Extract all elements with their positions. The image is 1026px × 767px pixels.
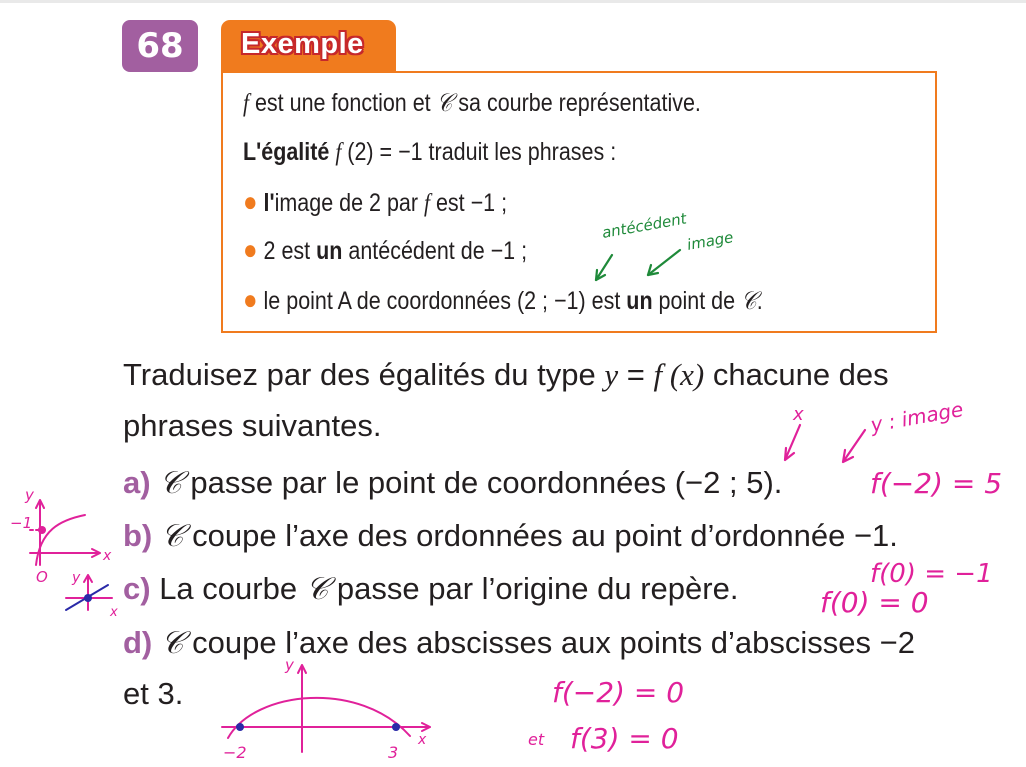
sketch-d-point-right [392,723,400,731]
bold-text: un [316,237,343,265]
text: (2) = −1 traduit les phrases : [341,138,617,166]
text: coupe l’axe des abscisses aux points d’abscisses −2 [183,625,915,660]
sketch-d-y-axis [298,665,306,752]
example-tab-label: Exemple [241,28,364,60]
text: et 3. [123,676,184,711]
question-c-label: c) [123,571,151,606]
arrow-y [843,430,865,462]
answer-d-et: et [528,730,545,749]
text: sa courbe représentative. [452,89,701,117]
text: 2 est [263,237,317,265]
text: antécédent de −1 ; [342,237,528,265]
sketch-b-minus1: −1 [10,514,33,532]
sketch-b-origin: O [36,568,48,586]
sketch-d [222,656,430,762]
curve-symbol: 𝒞 [159,465,182,501]
sketch-b [10,486,112,586]
curve-symbol: 𝒞 [305,571,329,607]
sketch-b-point [38,526,46,534]
sketch-b-x-label: x [103,548,112,564]
text: le point A de coordonnées (2 ; −1) est [263,287,627,315]
text: coupe l’axe des ordonnées au point d’ordonnée −1. [183,518,898,553]
sketch-d-x-label: x [418,732,427,748]
text: passe par le point de coordonnées (−2 ; 5). [181,465,783,500]
text: point de [652,287,742,315]
bold-text: l' [263,189,275,217]
bullet-dot: ● [243,186,258,217]
x-symbol: (x) [662,357,705,392]
question-d-label: d) [123,625,153,660]
f-symbol: f [335,139,342,166]
sketch-b-y-label: y [25,486,34,504]
text: phrases suivantes. [123,408,382,443]
sketch-d-point-left [236,723,244,731]
f-symbol: f [243,90,249,117]
text: est une fonction et [248,89,437,117]
answer-b: f(0) = −1 [870,559,993,589]
sketch-d-y-label: y [285,656,294,674]
bold-text: L'égalité [243,138,336,166]
text: chacune des [704,357,889,392]
curve-symbol: 𝒞 [160,625,184,661]
text: . [756,287,763,315]
sketch-c-y-label: y [72,570,81,586]
bold-text: un [626,287,653,315]
green-annotation-arrows [596,250,680,280]
curve-symbol: 𝒞 [160,518,184,554]
answer-a: f(−2) = 5 [870,467,1003,500]
annotation-image: image [685,228,735,254]
bullet-dot: ● [243,284,258,315]
sketch-c-y-axis [84,575,92,610]
text: = [618,357,654,392]
text: est −1 ; [429,189,508,217]
text: Traduisez par des égalités du type [123,357,605,392]
f-symbol: f [424,190,430,217]
text: image de 2 par [274,189,425,217]
bullet-dot: ● [243,234,258,265]
sketch-d-minus2: −2 [223,743,247,762]
f-symbol: f [653,357,663,392]
curve-symbol: 𝒞 [741,286,757,315]
answer-d1: f(−2) = 0 [552,676,685,709]
question-a-label: a) [123,465,151,500]
arrow-image [648,250,680,275]
text: La courbe [150,571,306,606]
annotation-x: x [793,404,804,425]
sketch-c-x-label: x [110,605,118,620]
y-symbol: y [604,357,619,392]
sketch-d-curve [228,698,410,738]
text: passe par l’origine du repère. [328,571,739,606]
question-b-label: b) [123,518,153,553]
sketch-d-3: 3 [388,743,399,762]
answer-c: f(0) = 0 [820,586,929,619]
answer-d2: f(3) = 0 [570,722,679,755]
sketch-b-curve [36,515,85,565]
magenta-annotation-arrows [785,425,865,462]
sketch-c-point [84,594,92,602]
annotation-y-image: y : image [868,397,966,437]
curve-symbol: 𝒞 [436,88,453,117]
sketch-c [66,570,118,620]
arrow-x [785,425,800,460]
exercise-number-badge: 68 [122,20,198,72]
annotation-antecedent: antécédent [600,209,688,242]
